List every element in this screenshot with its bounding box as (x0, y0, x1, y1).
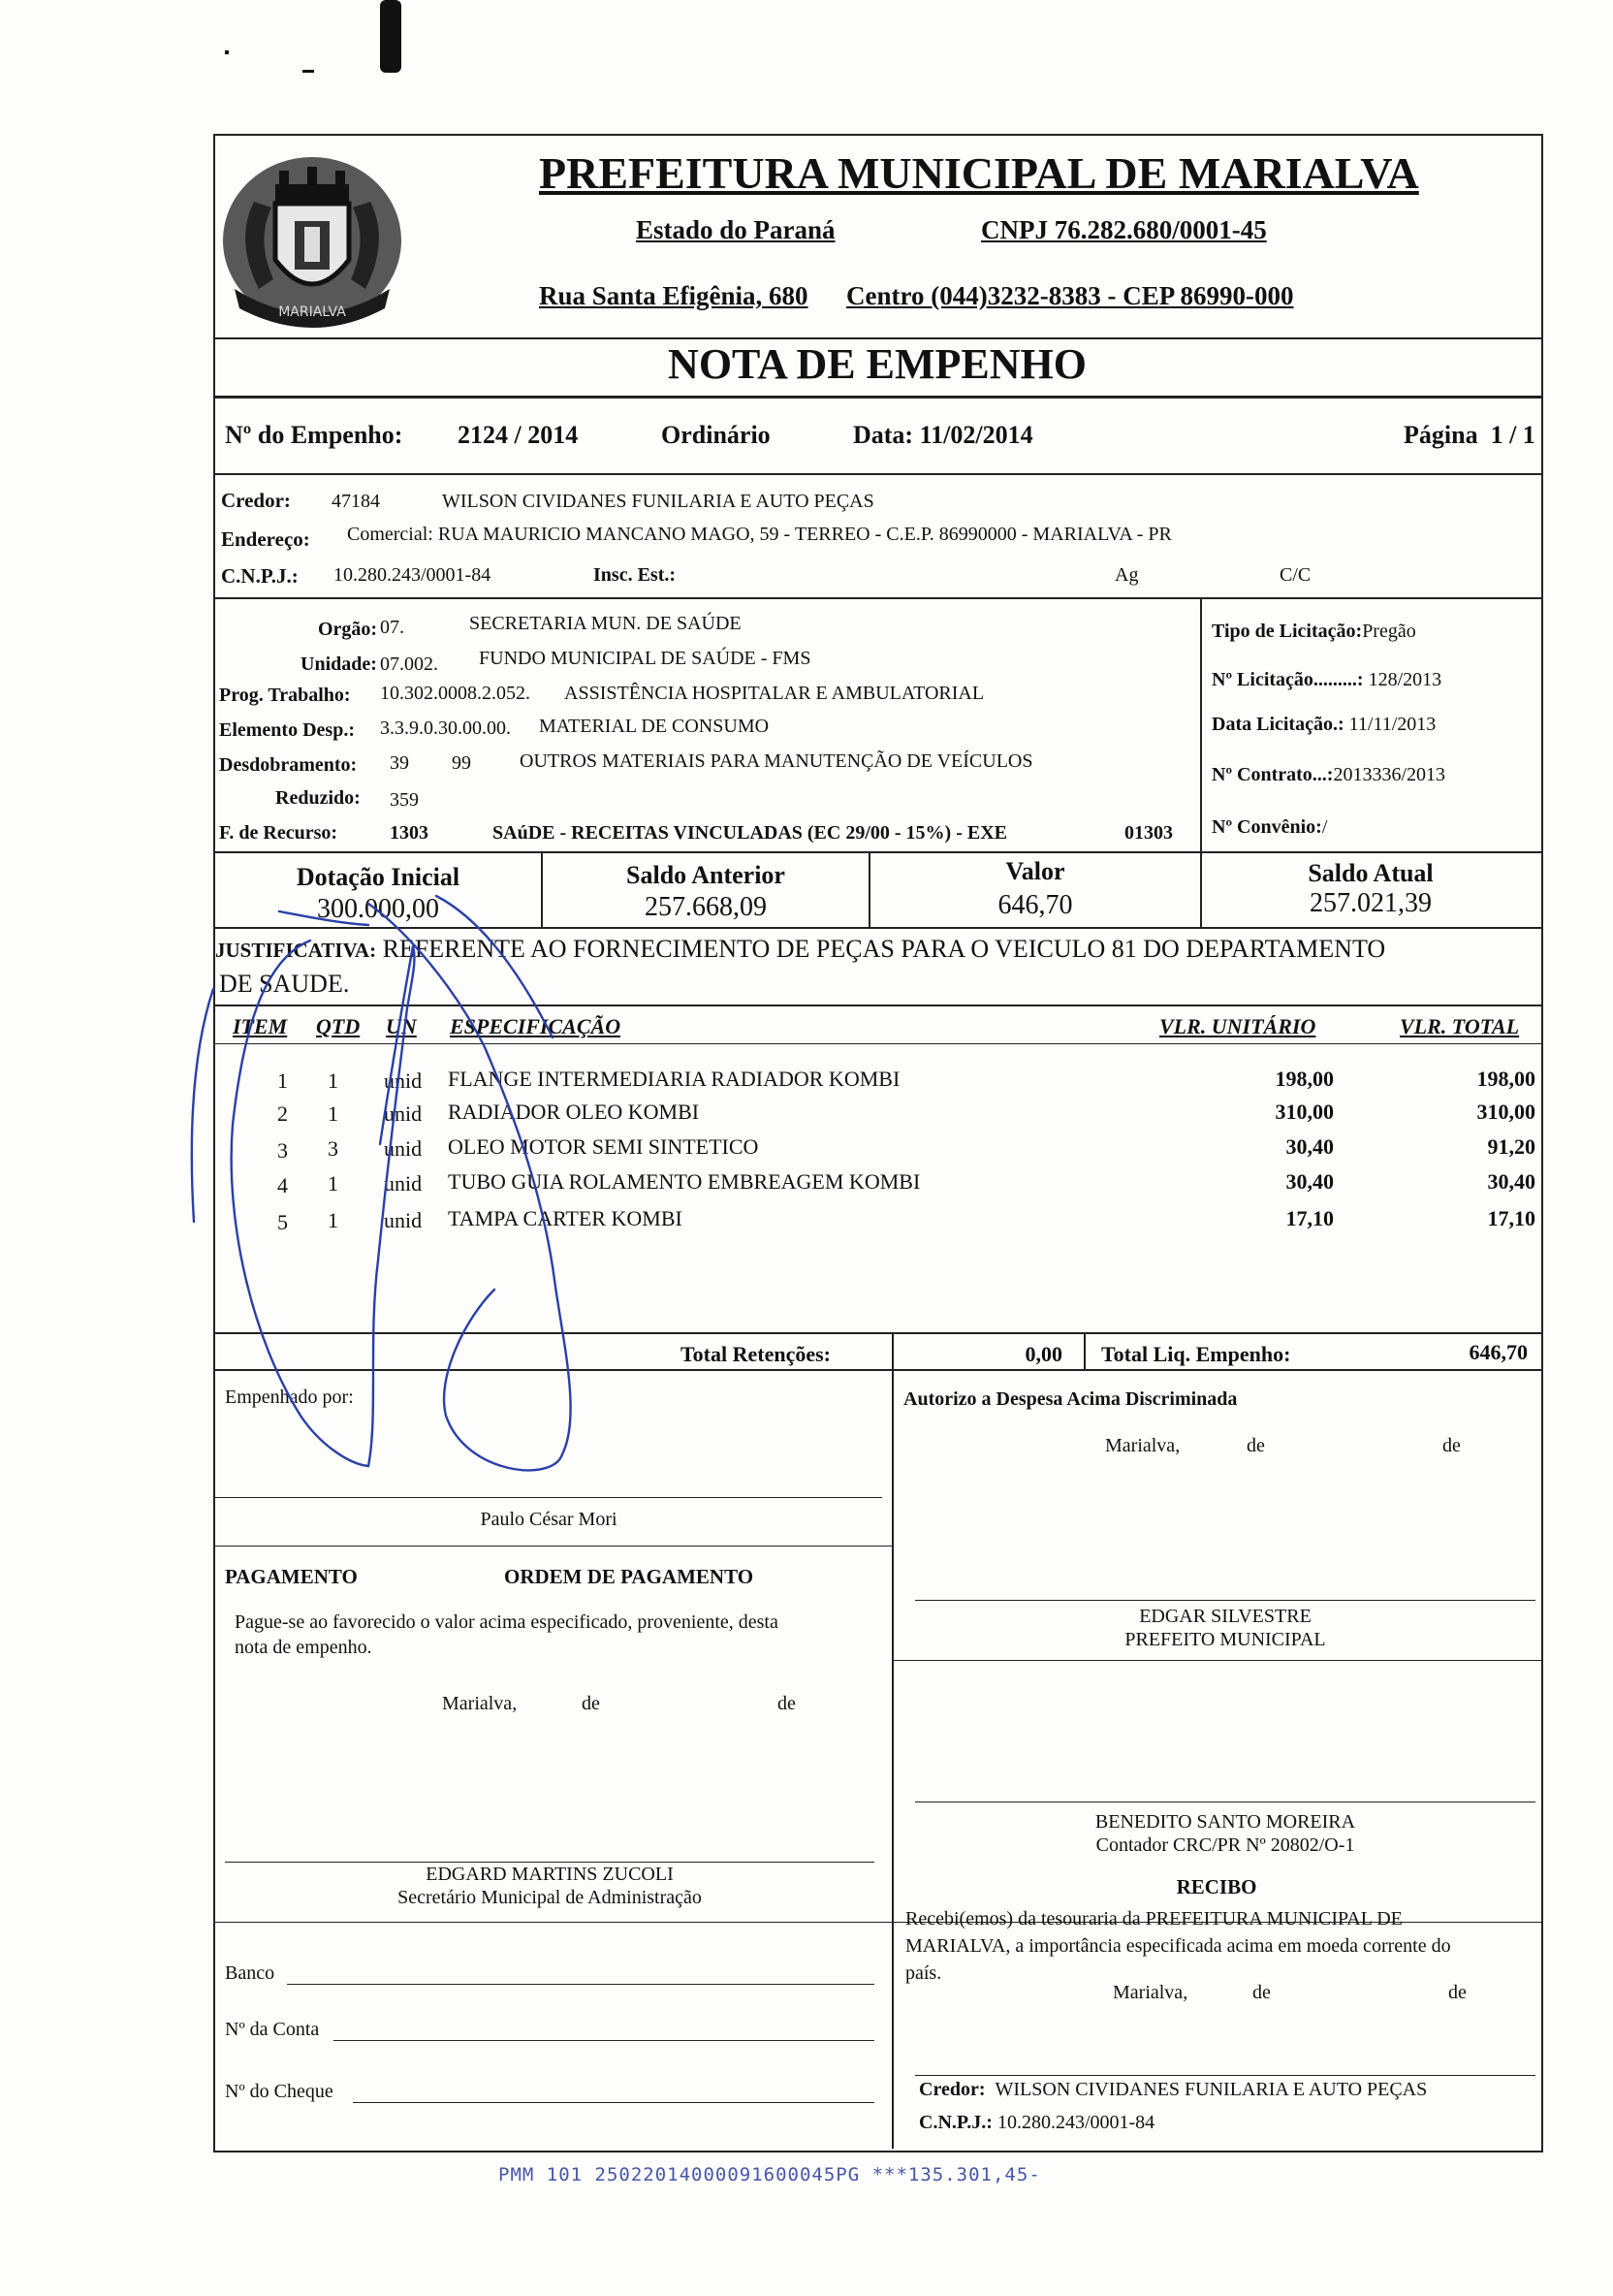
secretario-signature-line (225, 1862, 874, 1863)
num-label: Nº Licitação.........: (1212, 669, 1364, 690)
recurso-code: 1303 (390, 822, 428, 844)
header-street: Rua Santa Efigênia, 680 (539, 281, 808, 310)
prefeito-signature-line (915, 1600, 1535, 1601)
item-un: unid (384, 1068, 423, 1093)
recurso-code2: 01303 (1124, 822, 1173, 844)
prog-name: ASSISTÊNCIA HOSPITALAR E AMBULATORIAL (564, 683, 985, 704)
pagamento-de1: de (582, 1693, 600, 1714)
col-unit: VLR. UNITÁRIO (1159, 1014, 1316, 1038)
recibo-line1: Recebi(emos) da tesouraria da PREFEITURA MUNICIPAL DE (905, 1908, 1403, 1929)
recurso-name: SAúDE - RECEITAS VINCULADAS (EC 29/00 - 15%) - EXE (492, 822, 1007, 844)
recibo-cnpj (919, 2112, 1154, 2134)
svg-text:MARIALVA: MARIALVA (278, 304, 346, 320)
item-total-value: 310,00 (1476, 1100, 1535, 1124)
pagamento-title: PAGAMENTO (225, 1565, 358, 1588)
banco-label: Banco (225, 1962, 275, 1984)
contador-title: Contador CRC/PR Nº 20802/O-1 (1095, 1834, 1355, 1856)
col-spec: ESPECIFICAÇÃO (450, 1014, 621, 1038)
credor-code: 47184 (332, 491, 380, 512)
unidade-name: FUNDO MUNICIPAL DE SAÚDE - FMS (479, 648, 811, 669)
col-qtd: QTD (316, 1014, 361, 1038)
item-qtd: 3 (328, 1136, 338, 1161)
insc-label: Insc. Est.: (593, 564, 677, 586)
item-spec: OLEO MOTOR SEMI SINTETICO (448, 1134, 759, 1159)
recibo-cnpj-value: 10.280.243/0001-84 (996, 2112, 1155, 2133)
recibo-title: RECIBO (1176, 1875, 1257, 1898)
credor-label: Credor: (221, 489, 291, 512)
item-un: unid (384, 1136, 423, 1161)
recibo-credor-name: WILSON CIVIDANES FUNILARIA E AUTO PEÇAS (995, 2079, 1428, 2100)
autorizo-de1: de (1247, 1435, 1265, 1456)
prog-code: 10.302.0008.2.052. (380, 683, 530, 704)
banco-field[interactable] (287, 1984, 874, 1985)
item-total-value: 91,20 (1487, 1134, 1535, 1159)
justificativa-text1: REFERENTE AO FORNECIMENTO DE PEÇAS PARA O VEICULO 81 DO DEPARTAMENTO (382, 935, 1386, 963)
dotacao-value: 300.000,00 (317, 894, 439, 924)
endereco-label: Endereço: (221, 527, 310, 551)
scan-punch-mark (380, 0, 401, 73)
page-label: Página (1404, 421, 1478, 449)
pagamento-marialva: Marialva, (442, 1693, 518, 1714)
autorizo-marialva: Marialva, (1105, 1435, 1181, 1456)
coat-of-arms-logo (215, 144, 409, 337)
licitacao-tipo (1212, 621, 1416, 643)
item-unit-value: 310,00 (1275, 1100, 1334, 1124)
item-number: 4 (277, 1173, 288, 1197)
recibo-line3: país. (905, 1962, 942, 1984)
data-label: Data Licitação.: (1212, 714, 1344, 735)
prefeito-name: EDGAR SILVESTRE (1139, 1606, 1312, 1627)
num-value: 128/2013 (1368, 669, 1442, 690)
reduzido-label: Reduzido: (275, 787, 361, 809)
empenho-number: 2124 / 2014 (458, 421, 579, 449)
autorizo-de2: de (1442, 1435, 1461, 1456)
recibo-credor (919, 2079, 1427, 2101)
contador-name: BENEDITO SANTO MOREIRA (1094, 1811, 1356, 1833)
reduzido: 359 (390, 789, 419, 811)
valor-value: 646,70 (997, 890, 1073, 920)
ordem-pagamento-title: ORDEM DE PAGAMENTO (504, 1565, 754, 1588)
justificativa-line2: DE SAUDE. (219, 970, 350, 998)
header-address (539, 281, 1294, 311)
item-total-value: 198,00 (1476, 1067, 1535, 1091)
empenhado-label: Empenhado por: (225, 1387, 354, 1408)
conta-label: Nº da Conta (225, 2019, 320, 2040)
secretario-title: Secretário Municipal de Administração (397, 1887, 702, 1908)
item-number: 2 (277, 1101, 288, 1126)
recibo-marialva: Marialva, (1113, 1982, 1188, 2003)
item-spec: TUBO GUIA ROLAMENTO EMBREAGEM KOMBI (448, 1169, 921, 1194)
item-qtd: 1 (328, 1171, 338, 1196)
secretario-name: EDGARD MARTINS ZUCOLI (426, 1864, 674, 1885)
saldo-anterior-label: Saldo Anterior (626, 861, 785, 889)
liq-label: Total Liq. Empenho: (1101, 1342, 1291, 1366)
saldo-atual-label: Saldo Atual (1308, 859, 1434, 887)
recibo-line2: MARIALVA, a importância especificada acima em moeda corrente do (905, 1935, 1451, 1957)
empenhado-name: Paulo César Mori (480, 1509, 617, 1530)
item-spec: RADIADOR OLEO KOMBI (448, 1100, 700, 1124)
item-unit-value: 30,40 (1285, 1134, 1334, 1159)
licitacao-contrato (1212, 764, 1445, 786)
item-number: 3 (277, 1138, 288, 1163)
conta-field[interactable] (333, 2040, 874, 2041)
licitacao-convenio (1212, 816, 1327, 839)
autorizo-text: Autorizo a Despesa Acima Discriminada (903, 1388, 1238, 1410)
col-un: UN (386, 1014, 417, 1038)
empenho-page (1404, 421, 1535, 450)
item-total-value: 17,10 (1487, 1206, 1535, 1230)
item-total-value: 30,40 (1487, 1169, 1535, 1194)
saldo-anterior-value: 257.668,09 (645, 892, 767, 922)
creditor-cnpj: 10.280.243/0001-84 (333, 564, 491, 586)
cheque-label: Nº do Cheque (225, 2081, 333, 2102)
saldo-atual-value: 257.021,39 (1310, 888, 1432, 918)
desd-label: Desdobramento: (219, 754, 358, 776)
prog-label: Prog. Trabalho: (219, 685, 351, 706)
elem-name: MATERIAL DE CONSUMO (539, 716, 770, 737)
orgao-code: 07. (380, 617, 404, 638)
contrato-label: Nº Contrato...: (1212, 764, 1334, 785)
valor-label: Valor (1005, 857, 1065, 885)
item-spec: FLANGE INTERMEDIARIA RADIADOR KOMBI (448, 1067, 901, 1091)
desd-name: OUTROS MATERIAIS PARA MANUTENÇÃO DE VEÍCULOS (520, 750, 1033, 772)
doc-title: NOTA DE EMPENHO (668, 340, 1087, 388)
recibo-de1: de (1252, 1982, 1271, 2003)
credor-name: WILSON CIVIDANES FUNILARIA E AUTO PEÇAS (442, 491, 874, 512)
item-unit-value: 198,00 (1275, 1067, 1334, 1091)
unidade-label: Unidade: (300, 654, 377, 675)
header-title: PREFEITURA MUNICIPAL DE MARIALVA (539, 148, 1419, 198)
item-spec: TAMPA CARTER KOMBI (448, 1206, 682, 1230)
pague-line2: nota de empenho. (235, 1637, 372, 1658)
item-number: 5 (277, 1210, 288, 1234)
item-unit-value: 30,40 (1285, 1169, 1334, 1194)
retencoes-label: Total Retenções: (680, 1342, 831, 1366)
ag-label: Ag (1115, 564, 1139, 586)
item-un: unid (384, 1208, 423, 1232)
recibo-de2: de (1448, 1982, 1467, 2003)
dotacao-label: Dotação Inicial (296, 863, 460, 891)
item-un: unid (384, 1171, 423, 1196)
pagamento-de2: de (777, 1693, 796, 1714)
contrato-value: 2013336/2013 (1333, 764, 1446, 785)
licitacao-data (1212, 714, 1436, 736)
orgao-name: SECRETARIA MUN. DE SAÚDE (469, 613, 742, 634)
item-number: 1 (277, 1068, 288, 1093)
unidade-code: 07.002. (380, 654, 438, 675)
empenho-type: Ordinário (661, 421, 771, 449)
header-district-phone: Centro (044)3232-8383 - CEP 86990-000 (846, 281, 1294, 310)
tipo-label: Tipo de Licitação: (1212, 621, 1363, 642)
elem-label: Elemento Desp.: (219, 719, 355, 741)
desd-code1: 39 (390, 752, 409, 774)
item-qtd: 1 (328, 1208, 338, 1232)
page-value: 1 / 1 (1490, 421, 1535, 449)
retencoes-value: 0,00 (1025, 1342, 1062, 1366)
tipo-value: Pregão (1362, 621, 1416, 642)
header-state: Estado do Paraná (636, 215, 836, 244)
footer-code: PMM 101 25022014000091600045PG ***135.301,45- (498, 2164, 1041, 2185)
convenio-label: Nº Convênio: (1212, 816, 1322, 838)
header-cnpj: CNPJ 76.282.680/0001-45 (981, 215, 1267, 244)
data-value: 11/11/2013 (1348, 714, 1437, 735)
recibo-signature-line (915, 2075, 1535, 2076)
liq-value: 646,70 (1469, 1340, 1528, 1364)
prefeito-title: PREFEITO MUNICIPAL (1124, 1629, 1326, 1650)
handwritten-signature (174, 873, 659, 1513)
recibo-cnpj-label: C.N.P.J.: (919, 2112, 993, 2133)
item-qtd: 1 (328, 1101, 338, 1126)
recurso-label: F. de Recurso: (219, 822, 338, 844)
recibo-credor-label: Credor: (919, 2079, 986, 2100)
endereco: Comercial: RUA MAURICIO MANCANO MAGO, 59 - TERREO - C.E.P. 86990000 - MARIALVA - PR (347, 524, 1172, 545)
item-unit-value: 17,10 (1285, 1206, 1334, 1230)
licitacao-num (1212, 669, 1441, 691)
item-qtd: 1 (328, 1068, 338, 1093)
scan-dot (302, 70, 314, 73)
scan-dot (225, 50, 229, 54)
item-un: unid (384, 1101, 423, 1126)
col-item: ITEM (233, 1014, 288, 1038)
cc-label: C/C (1280, 564, 1312, 586)
empenho-date: Data: 11/02/2014 (853, 421, 1033, 449)
convenio-value: / (1321, 816, 1328, 838)
elem-code: 3.3.9.0.30.00.00. (380, 718, 511, 739)
cheque-field[interactable] (353, 2102, 874, 2103)
col-total: VLR. TOTAL (1400, 1014, 1520, 1038)
empenho-number-label: Nº do Empenho: (225, 421, 403, 449)
pague-line1: Pague-se ao favorecido o valor acima especificado, proveniente, desta (235, 1611, 778, 1633)
justificativa-label: JUSTIFICATIVA: (215, 939, 377, 962)
orgao-label: Orgão: (318, 619, 378, 640)
desd-code2: 99 (452, 752, 471, 774)
creditor-cnpj-label: C.N.P.J.: (221, 564, 299, 588)
